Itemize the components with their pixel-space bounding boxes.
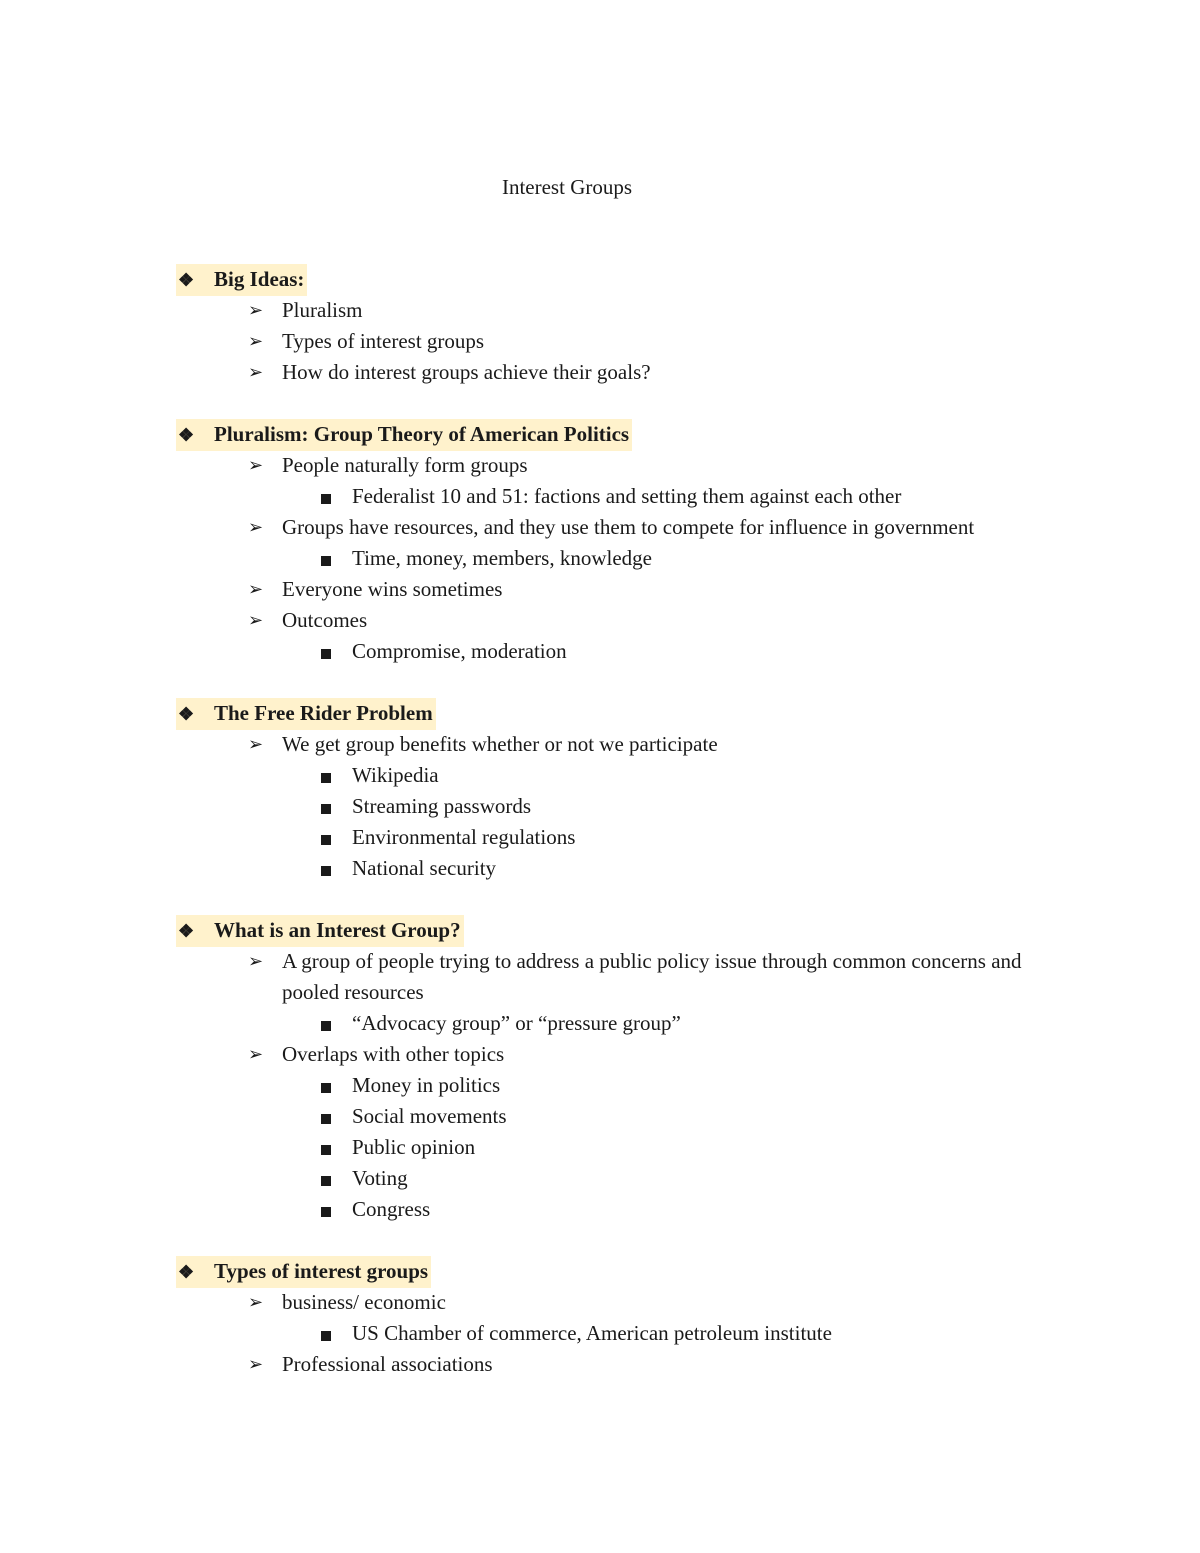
square-icon (321, 773, 331, 783)
outline-section (176, 1256, 1076, 1380)
square-icon (321, 556, 331, 566)
section-heading: Big Ideas: (214, 267, 305, 291)
sub-list-item-text: Streaming passwords (352, 794, 532, 818)
bullet-list (176, 1287, 1076, 1380)
list-item-text: Everyone wins sometimes (282, 577, 503, 601)
square-icon (321, 1083, 331, 1093)
list-item-text: People naturally form groups (282, 453, 528, 477)
section-heading: What is an Interest Group? (214, 918, 461, 942)
arrowhead-icon: ➢ (248, 517, 264, 537)
list-item (176, 450, 1076, 481)
arrowhead-icon: ➢ (248, 579, 264, 599)
section-heading-row (176, 264, 1076, 295)
section-heading-highlight (176, 419, 632, 451)
section-heading-row (176, 915, 1076, 946)
sub-list-item (176, 760, 1076, 791)
square-icon (321, 1331, 331, 1341)
arrowhead-icon: ➢ (248, 1354, 264, 1374)
section-heading-highlight (176, 698, 436, 730)
arrowhead-icon: ➢ (248, 1044, 264, 1064)
section-heading-highlight (176, 915, 464, 947)
outline-section (176, 419, 1076, 667)
sub-list-item-text: Environmental regulations (352, 825, 576, 849)
square-icon (321, 1114, 331, 1124)
list-item (176, 1287, 1076, 1318)
sub-list-item (176, 543, 1076, 574)
square-icon (321, 1021, 331, 1031)
sub-list-item (176, 1194, 1076, 1225)
sub-list-item-text: “Advocacy group” or “pressure group” (352, 1011, 681, 1035)
section-heading: The Free Rider Problem (214, 701, 433, 725)
page-title: Interest Groups (501, 175, 633, 199)
list-item-text: A group of people trying to address a public policy issue through common concerns and pooled resources (282, 949, 1022, 1004)
diamond-flower-icon: ❖ (178, 425, 195, 445)
arrowhead-icon: ➢ (248, 300, 264, 320)
sub-list-item (176, 791, 1076, 822)
sub-list-item (176, 822, 1076, 853)
outline-section (176, 264, 1076, 388)
sub-list-item-text: Time, money, members, knowledge (352, 546, 652, 570)
sub-list-item (176, 1101, 1076, 1132)
arrowhead-icon: ➢ (248, 331, 264, 351)
list-item (176, 1349, 1076, 1380)
sub-list-item-text: Public opinion (352, 1135, 476, 1159)
sub-list-item (176, 853, 1076, 884)
arrowhead-icon: ➢ (248, 362, 264, 382)
square-icon (321, 1145, 331, 1155)
list-item-text: Pluralism (282, 298, 363, 322)
arrowhead-icon: ➢ (248, 455, 264, 475)
sub-list-item (176, 1008, 1076, 1039)
section-heading-row (176, 1256, 1076, 1287)
arrowhead-icon: ➢ (248, 734, 264, 754)
list-item (176, 605, 1076, 636)
square-icon (321, 649, 331, 659)
arrowhead-icon: ➢ (248, 1292, 264, 1312)
sub-list-item-text: US Chamber of commerce, American petroleum institute (352, 1321, 832, 1345)
list-item (176, 1039, 1076, 1070)
sub-list-item-text: National security (352, 856, 497, 880)
outline-section (176, 698, 1076, 884)
list-item-text: business/ economic (282, 1290, 446, 1314)
list-item (176, 512, 1076, 543)
sub-list-item (176, 1070, 1076, 1101)
list-item-text: Overlaps with other topics (282, 1042, 505, 1066)
square-icon (321, 494, 331, 504)
list-item-text: Outcomes (282, 608, 368, 632)
sub-list-item (176, 636, 1076, 667)
section-heading-row (176, 419, 1076, 450)
list-item (176, 946, 1076, 1008)
bullet-list (176, 450, 1076, 667)
list-item (176, 729, 1076, 760)
sub-list-item-text: Money in politics (352, 1073, 501, 1097)
square-icon (321, 1176, 331, 1186)
list-item (176, 295, 1076, 326)
section-heading-row (176, 698, 1076, 729)
sub-list-item-text: Voting (352, 1166, 408, 1190)
list-item-text: We get group benefits whether or not we participate (282, 732, 718, 756)
square-icon (321, 804, 331, 814)
square-icon (321, 1207, 331, 1217)
sub-list-item (176, 1132, 1076, 1163)
list-item-text: Professional associations (282, 1352, 493, 1376)
arrowhead-icon: ➢ (248, 610, 264, 630)
bullet-list (176, 729, 1076, 884)
section-heading-highlight (176, 264, 307, 296)
section-heading: Pluralism: Group Theory of American Politics (214, 422, 630, 446)
sub-list-item-text: Congress (352, 1197, 431, 1221)
outline-section (176, 915, 1076, 1225)
list-item-text: How do interest groups achieve their goals? (282, 360, 651, 384)
diamond-flower-icon: ❖ (178, 1262, 195, 1282)
arrowhead-icon: ➢ (248, 951, 264, 971)
sub-list-item-text: Federalist 10 and 51: factions and setting them against each other (352, 484, 902, 508)
diamond-flower-icon: ❖ (178, 704, 195, 724)
list-item (176, 357, 1076, 388)
square-icon (321, 835, 331, 845)
section-heading-highlight (176, 1256, 431, 1288)
square-icon (321, 866, 331, 876)
list-item-text: Groups have resources, and they use them to compete for influence in government (282, 515, 975, 539)
sub-list-item-text: Compromise, moderation (352, 639, 567, 663)
sub-list-item-text: Wikipedia (352, 763, 439, 787)
outline (176, 264, 1076, 1411)
section-heading: Types of interest groups (214, 1259, 429, 1283)
sub-list-item (176, 1163, 1076, 1194)
bullet-list (176, 295, 1076, 388)
list-item-text: Types of interest groups (282, 329, 485, 353)
sub-list-item (176, 481, 1076, 512)
list-item (176, 326, 1076, 357)
diamond-flower-icon: ❖ (178, 270, 195, 290)
bullet-list (176, 946, 1076, 1225)
list-item (176, 574, 1076, 605)
diamond-flower-icon: ❖ (178, 921, 195, 941)
sub-list-item (176, 1318, 1076, 1349)
sub-list-item-text: Social movements (352, 1104, 507, 1128)
